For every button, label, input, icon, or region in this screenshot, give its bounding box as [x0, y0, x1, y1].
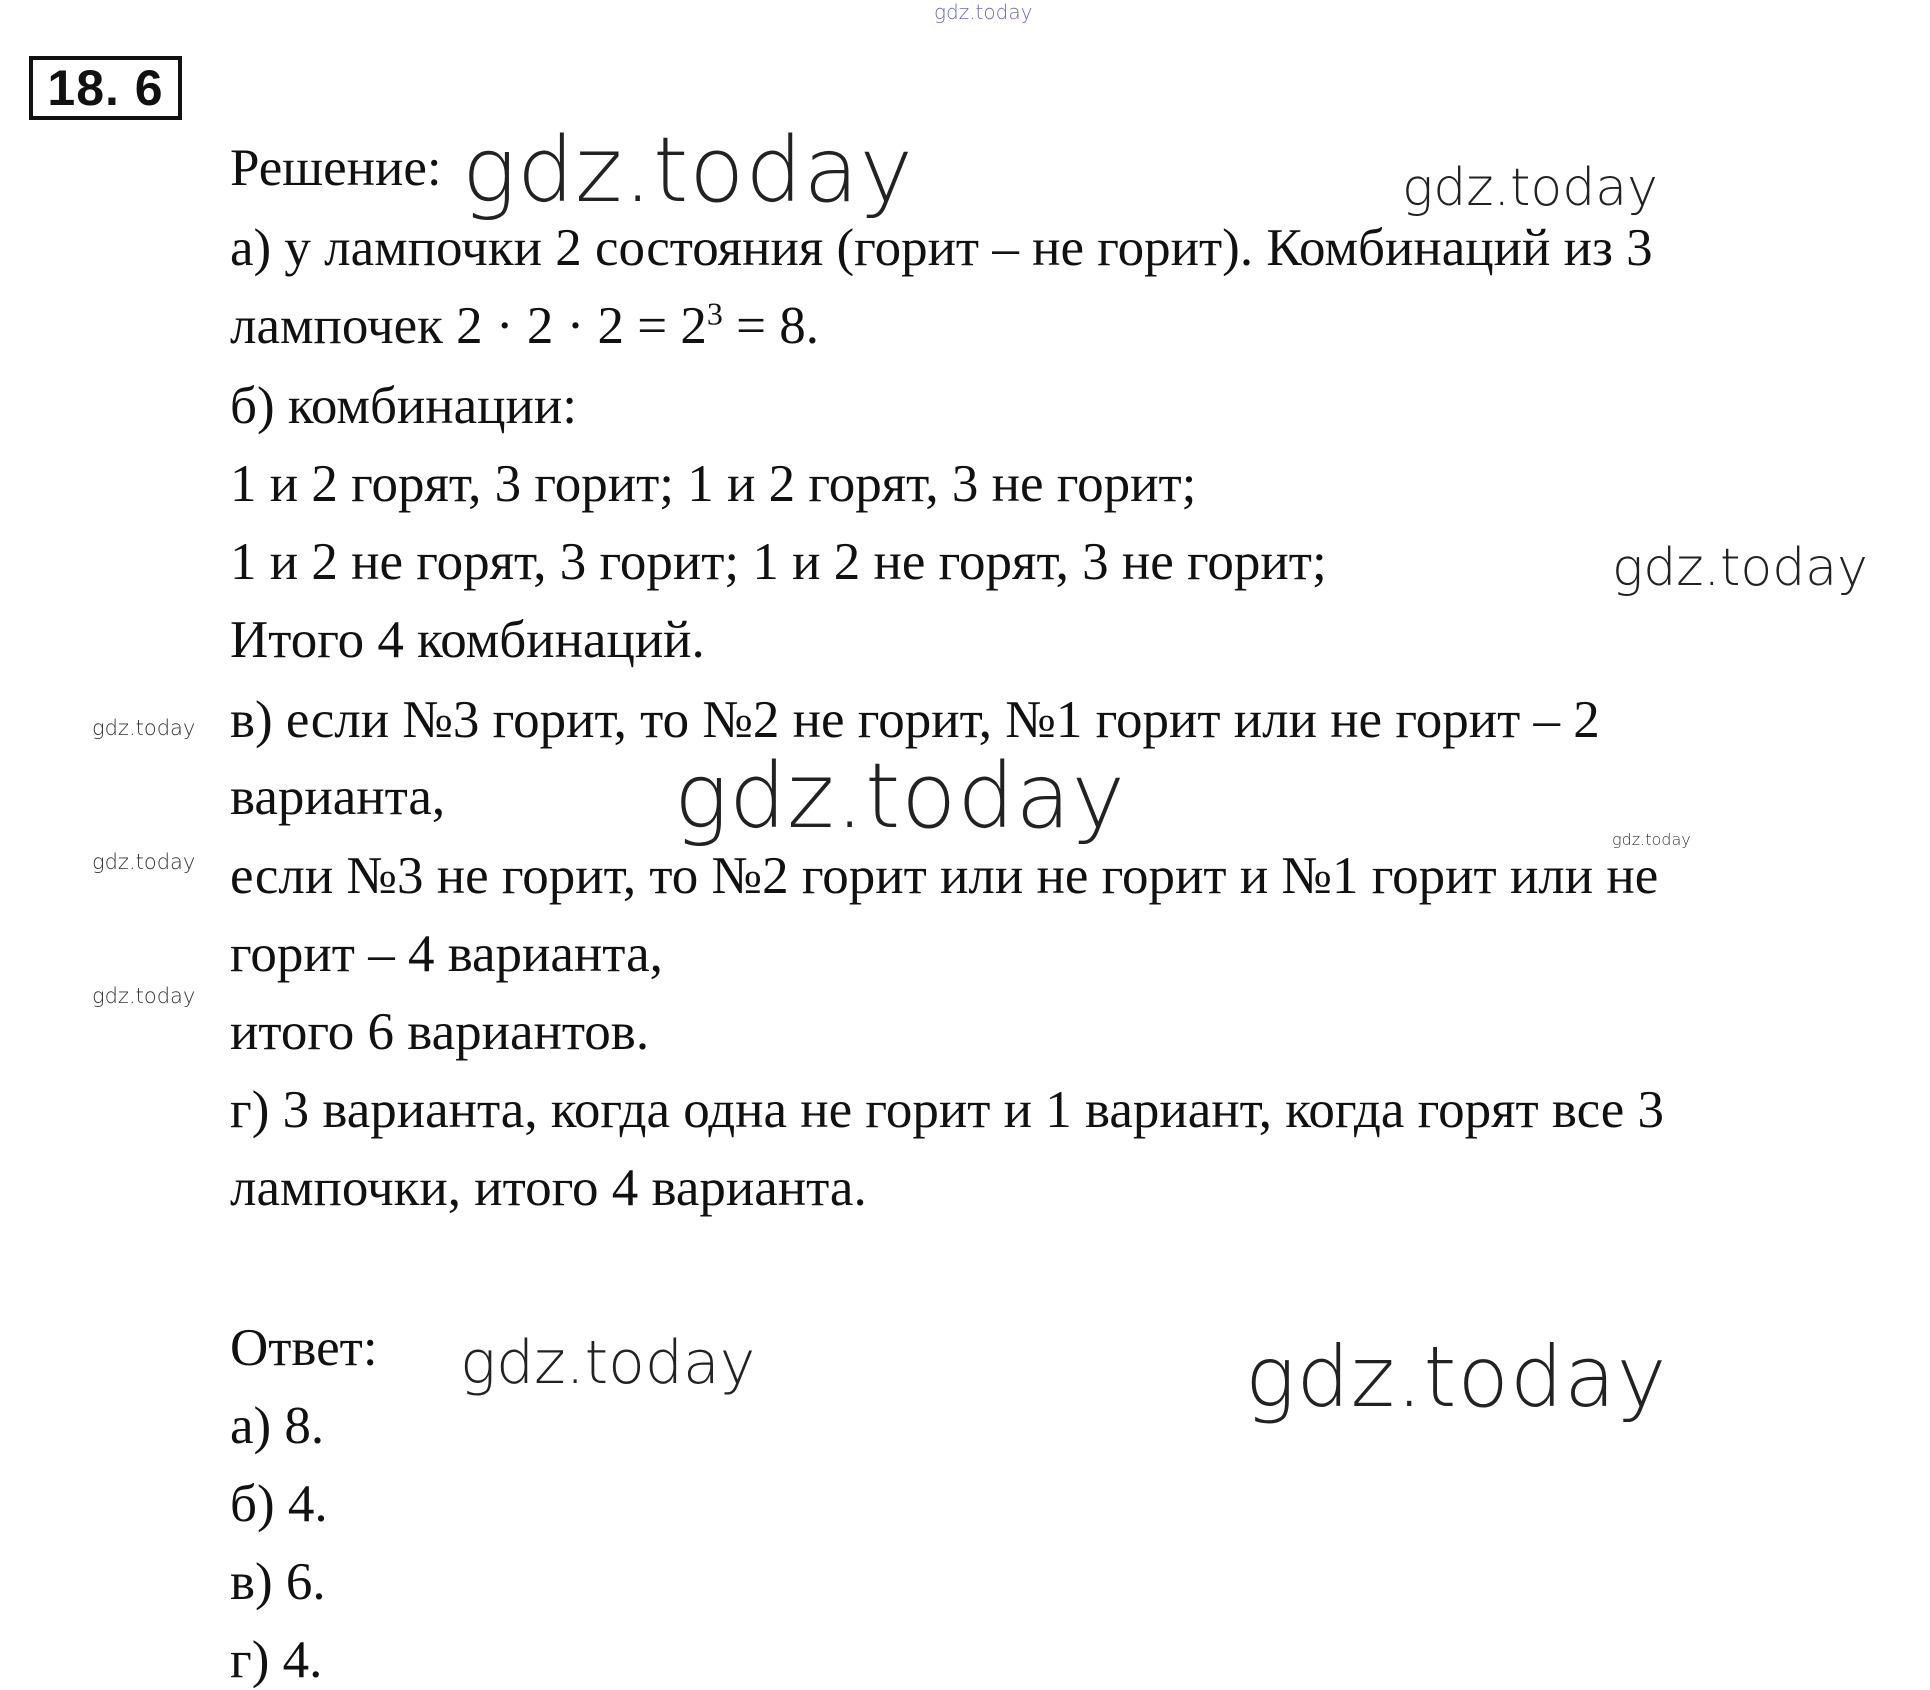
solution-line-5: 1 и 2 не горят, 3 горит; 1 и 2 не горят, 3 не горит;: [230, 533, 1327, 591]
solution-line-6: Итого 4 комбинаций.: [230, 611, 705, 669]
solution-line-2: [230, 296, 819, 356]
equation-result: = 8.: [722, 297, 820, 355]
watermark-center: gdz.today: [674, 744, 1126, 849]
watermark-right-middle: gdz.today: [1612, 538, 1868, 598]
watermark-bottom-right: gdz.today: [1245, 1328, 1668, 1426]
answer-item-c: в) 6.: [230, 1553, 326, 1611]
solution-line-10: горит – 4 варианта,: [230, 925, 663, 983]
solution-line-8: варианта,: [230, 768, 446, 826]
equation-exponent: 3: [706, 295, 723, 332]
solution-line-3: б) комбинации:: [230, 377, 577, 435]
watermark-left-1: gdz.today: [92, 716, 196, 740]
watermark-answer: gdz.today: [460, 1328, 756, 1398]
solution-line-13: лампочки, итого 4 варианта.: [230, 1159, 867, 1217]
solution-line-1: а) у лампочки 2 состояния (горит – не горит). Комбинаций из 3: [230, 219, 1653, 277]
watermark-top: gdz.today: [934, 0, 1033, 24]
answer-item-a: а) 8.: [230, 1397, 325, 1455]
problem-number: 18. 6: [29, 56, 182, 120]
watermark-small-right: gdz.today: [1612, 830, 1691, 849]
solution-line-9: если №3 не горит, то №2 горит или не горит и №1 горит или не: [230, 847, 1659, 905]
watermark-left-3: gdz.today: [92, 984, 196, 1008]
watermark-heading: gdz.today: [462, 118, 914, 223]
equation-text: лампочек 2 · 2 · 2 = 2: [230, 297, 707, 355]
solution-line-7: в) если №3 горит, то №2 не горит, №1 горит или не горит – 2: [230, 691, 1600, 749]
answer-heading: Ответ:: [230, 1319, 378, 1377]
watermark-right-top: gdz.today: [1402, 158, 1658, 218]
solution-line-4: 1 и 2 горят, 3 горит; 1 и 2 горят, 3 не горит;: [230, 455, 1197, 513]
solution-heading: Решение:: [230, 139, 442, 197]
watermark-left-2: gdz.today: [92, 850, 196, 874]
solution-line-12: г) 3 варианта, когда одна не горит и 1 вариант, когда горят все 3: [230, 1081, 1665, 1139]
solution-line-11: итого 6 вариантов.: [230, 1003, 650, 1061]
answer-item-d: г) 4.: [230, 1631, 323, 1689]
answer-item-b: б) 4.: [230, 1475, 328, 1533]
